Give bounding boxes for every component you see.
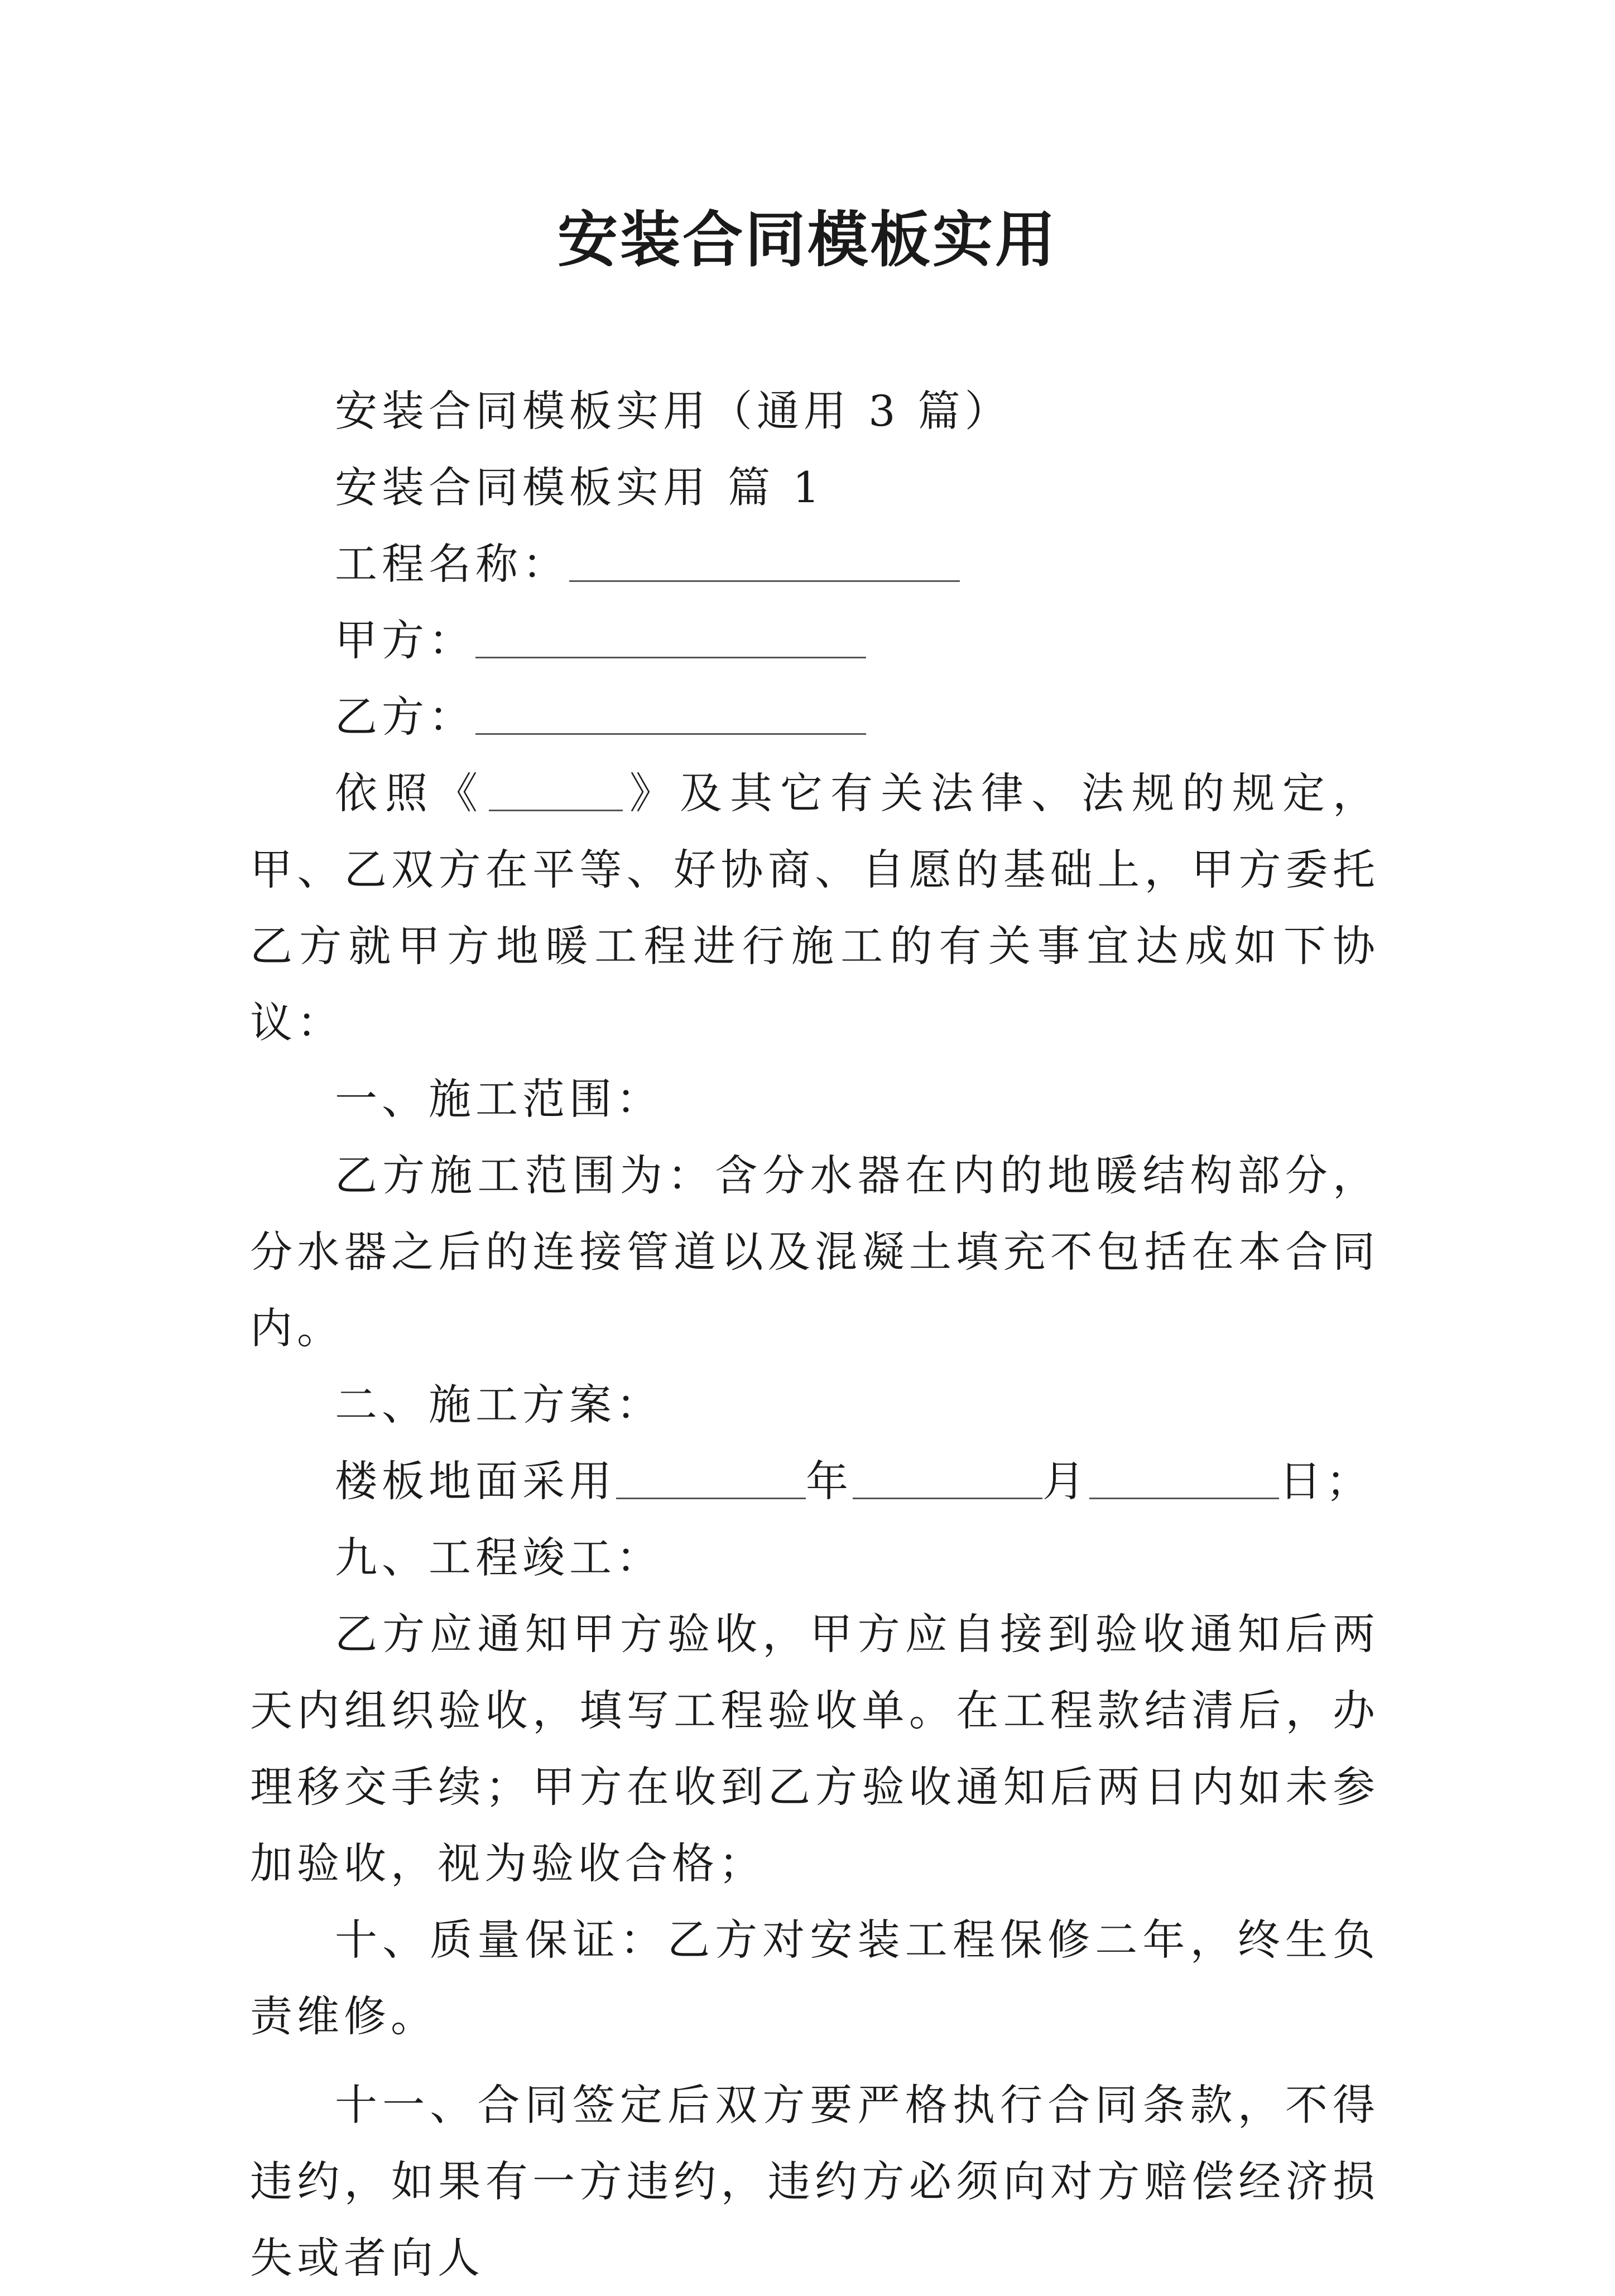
month-label: 月 — [1042, 1456, 1089, 1506]
party-b-line — [250, 678, 1380, 755]
project-name-label: 工程名称： — [335, 539, 569, 589]
section9-heading: 九、工程竣工： — [335, 1533, 663, 1582]
section9-text: 乙方应通知甲方验收，甲方应自接到验收通知后两天内组织验收，填写工程验收单。在工程款结清后，办理移交手续；甲方在收到乙方验收通知后两日内如未参加验收，视为验收合格； — [250, 1609, 1380, 1888]
law-name-blank — [489, 771, 623, 811]
section1-heading: 一、施工范围： — [335, 1074, 663, 1124]
document-body — [250, 373, 1380, 2296]
day-blank — [1089, 1459, 1279, 1499]
party-a-line — [250, 602, 1380, 678]
part-heading: 安装合同模板实用 篇 1 — [335, 463, 824, 512]
day-label: 日； — [1279, 1456, 1373, 1506]
intro-prefix: 依照《 — [335, 768, 486, 818]
party-a-blank — [475, 618, 866, 658]
year-label: 年 — [806, 1456, 853, 1506]
section10-text: 十、质量保证：乙方对安装工程保修二年，终生负责维修。 — [250, 1915, 1380, 2041]
floor-prefix: 楼板地面采用 — [335, 1456, 616, 1506]
document-title: 安装合同模板实用 — [557, 205, 1058, 275]
party-a-label: 甲方： — [335, 615, 475, 665]
month-blank — [853, 1459, 1042, 1499]
party-b-blank — [475, 694, 866, 735]
section2-heading: 二、施工方案： — [335, 1380, 663, 1429]
floor-date-line — [250, 1443, 1380, 1519]
project-name-blank — [569, 541, 960, 582]
intro-suffix: 》及其它有关法律、法规的规定，甲、乙双方在平等、好协商、自愿的基础上，甲方委托乙方就甲方地暖工程进行施工的有关事宜达成如下协议： — [250, 768, 1380, 1047]
section11-text: 十一、合同签定后双方要严格执行合同条款，不得违约，如果有一方违约，违约方必须向对方赔偿经济损失或者向人 — [250, 2080, 1380, 2283]
subtitle: 安装合同模板实用（通用 3 篇） — [335, 386, 1012, 436]
section1-text: 乙方施工范围为：含分水器在内的地暖结构部分，分水器之后的连接管道以及混凝土填充不包括在本合同内。 — [250, 1151, 1380, 1353]
intro-paragraph — [250, 755, 1380, 1061]
year-blank — [616, 1459, 806, 1499]
project-name-line — [250, 526, 1380, 602]
party-b-label: 乙方： — [335, 692, 475, 742]
